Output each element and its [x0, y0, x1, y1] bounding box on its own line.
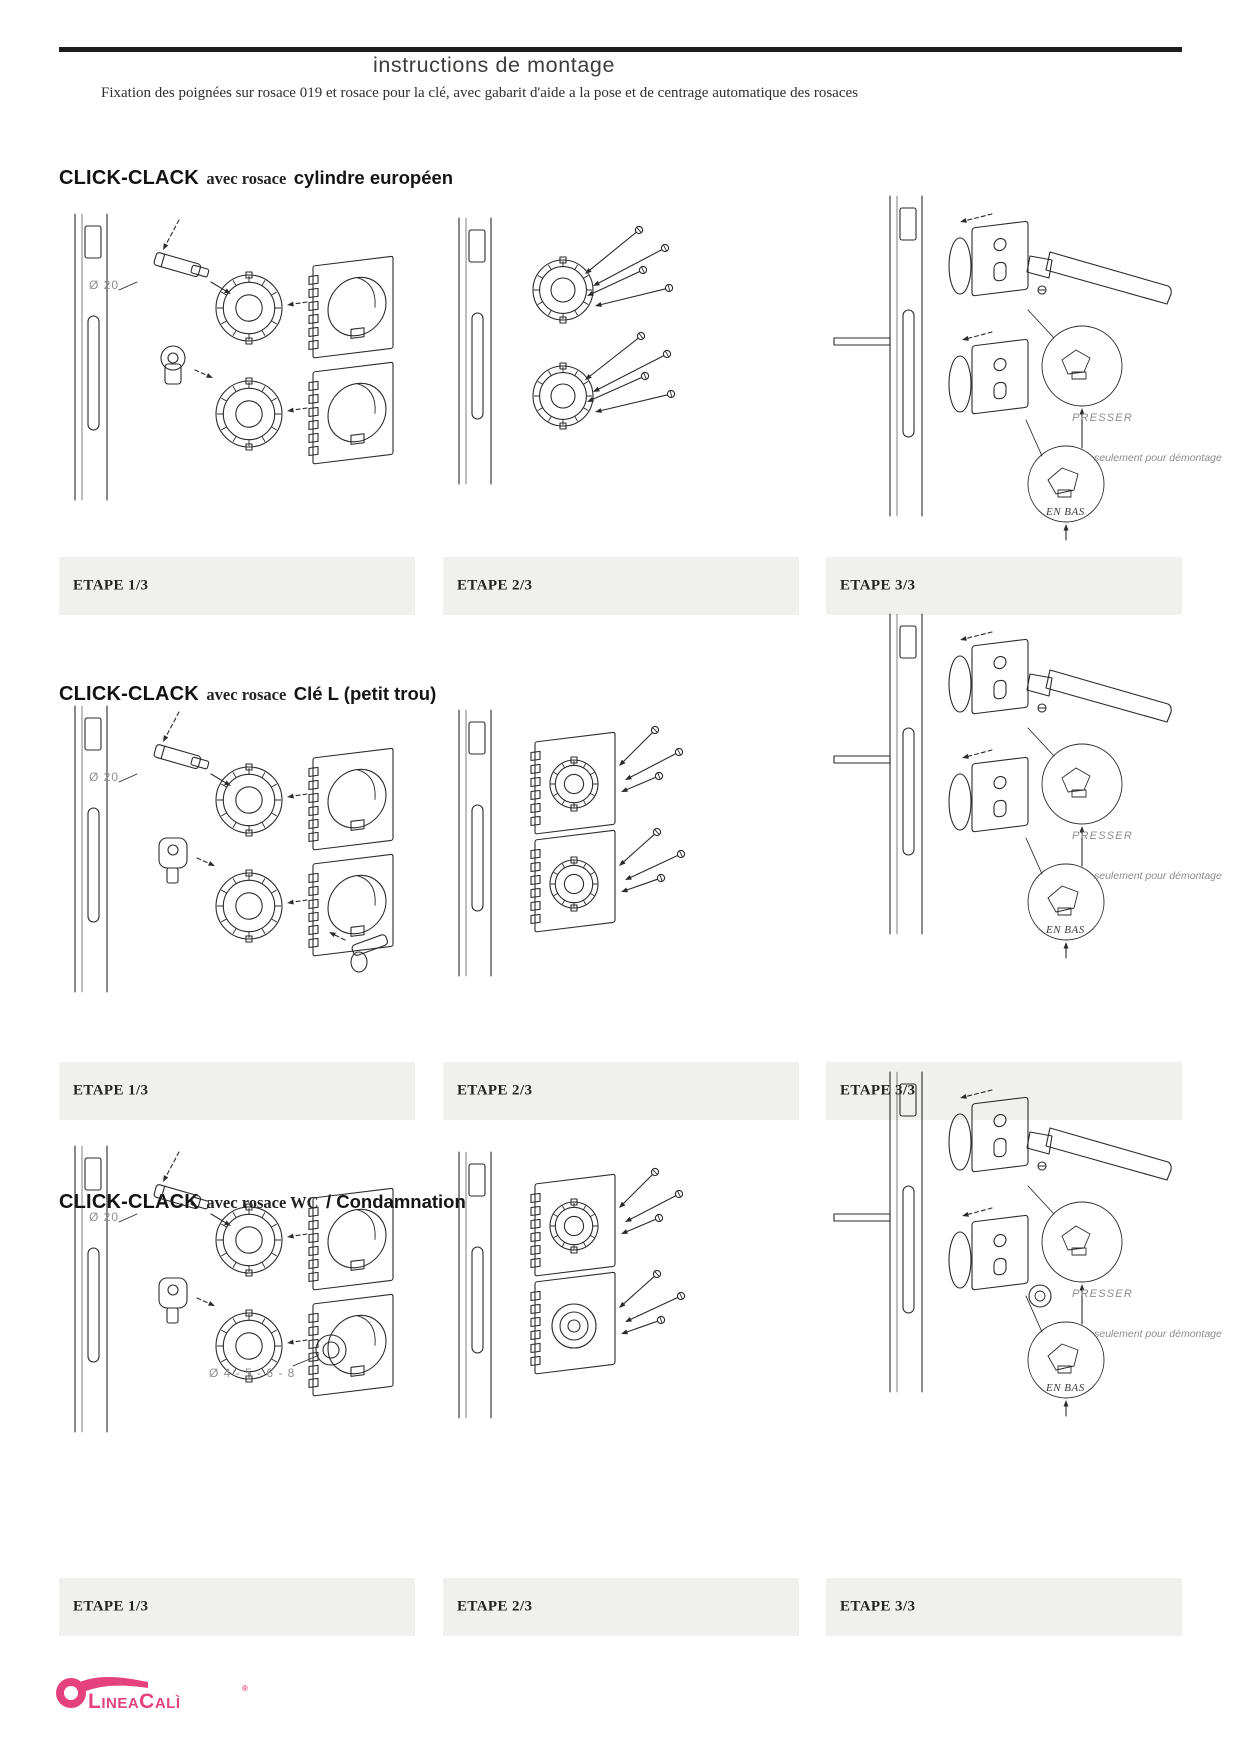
section-2-variant: Clé L (petit trou): [293, 683, 437, 704]
step-badge-1-2: [443, 557, 799, 615]
figure-section3-step3: [826, 1066, 1222, 1422]
section-1-middle: avec rosace: [206, 169, 287, 188]
step-label: ETAPE 1/3: [73, 577, 149, 594]
assembly-drawing-step1: [59, 1140, 399, 1440]
assembly-drawing-step3: [826, 608, 1182, 964]
removal-note: seulement pour démontage: [1094, 1328, 1222, 1340]
assembly-drawing-step1: [59, 700, 399, 1000]
step-label: ETAPE 3/3: [840, 1082, 916, 1099]
figure-section1-step1: [59, 208, 399, 508]
step-label: ETAPE 1/3: [73, 1082, 149, 1099]
step-badge-1-1: [59, 557, 415, 615]
diameter-label: Ø 20: [89, 1210, 120, 1224]
figure-section1-step3: [826, 190, 1222, 546]
figure-section2-step1: [59, 700, 399, 1000]
registered-mark: ®: [242, 1684, 248, 1693]
brand-logo: [56, 1668, 316, 1732]
diameter-label: Ø 20: [89, 278, 120, 292]
en-bas-label: EN BAS: [1046, 924, 1085, 936]
section-1-heading: [59, 167, 453, 190]
assembly-drawing-step1: [59, 208, 399, 508]
step-badge-1-3: [826, 557, 1182, 615]
en-bas-label: EN BAS: [1046, 1382, 1085, 1394]
figure-section2-step2: [443, 704, 783, 984]
step-badge-2-2: [443, 1062, 799, 1120]
presser-label: PRESSER: [1072, 412, 1133, 424]
assembly-drawing-step3: [826, 190, 1182, 546]
presser-label: PRESSER: [1072, 1288, 1133, 1300]
assembly-drawing-step3: [826, 1066, 1182, 1422]
knob-diameter-label: Ø 4 - 5 - 6 - 8: [209, 1366, 296, 1380]
figure-section1-step2: [443, 212, 783, 492]
step-badge-3-2: [443, 1578, 799, 1636]
assembly-drawing-step2: [443, 704, 783, 984]
section-1-variant: cylindre européen: [293, 167, 454, 188]
section-2-middle: avec rosace: [206, 685, 287, 704]
page-subtitle: Fixation des poignées sur rosace 019 et rosace pour la clé, avec gabarit d'aide a la pose et de centrage automatique des rosaces: [101, 85, 858, 101]
step-label: ETAPE 3/3: [840, 1598, 916, 1615]
assembly-drawing-step2: [443, 212, 783, 492]
top-rule: [59, 47, 1182, 52]
assembly-drawing-step2: [443, 1146, 783, 1426]
logo-text: LineaCalì: [88, 1690, 181, 1713]
step-label: ETAPE 2/3: [457, 1082, 533, 1099]
step-badge-2-1: [59, 1062, 415, 1120]
step-label: ETAPE 3/3: [840, 577, 916, 594]
section-3-middle: avec rosace WC: [206, 1193, 319, 1212]
removal-note: seulement pour démontage: [1094, 452, 1222, 464]
figure-section3-step2: [443, 1146, 783, 1426]
figure-section3-step1: [59, 1140, 399, 1440]
figure-section2-step3: [826, 608, 1222, 964]
section-1-brand: CLICK-CLACK: [59, 167, 199, 189]
section-2-brand: CLICK-CLACK: [59, 683, 199, 705]
step-badge-3-1: [59, 1578, 415, 1636]
step-label: ETAPE 2/3: [457, 577, 533, 594]
step-label: ETAPE 1/3: [73, 1598, 149, 1615]
step-badge-3-3: [826, 1578, 1182, 1636]
page-title: instructions de montage: [372, 53, 616, 77]
diameter-label: Ø 20: [89, 770, 120, 784]
step-label: ETAPE 2/3: [457, 1598, 533, 1615]
section-3-variant: / Condamnation: [325, 1191, 466, 1212]
presser-label: PRESSER: [1072, 830, 1133, 842]
removal-note: seulement pour démontage: [1094, 870, 1222, 882]
en-bas-label: EN BAS: [1046, 506, 1085, 518]
section-3-brand: CLICK-CLACK: [59, 1191, 199, 1213]
